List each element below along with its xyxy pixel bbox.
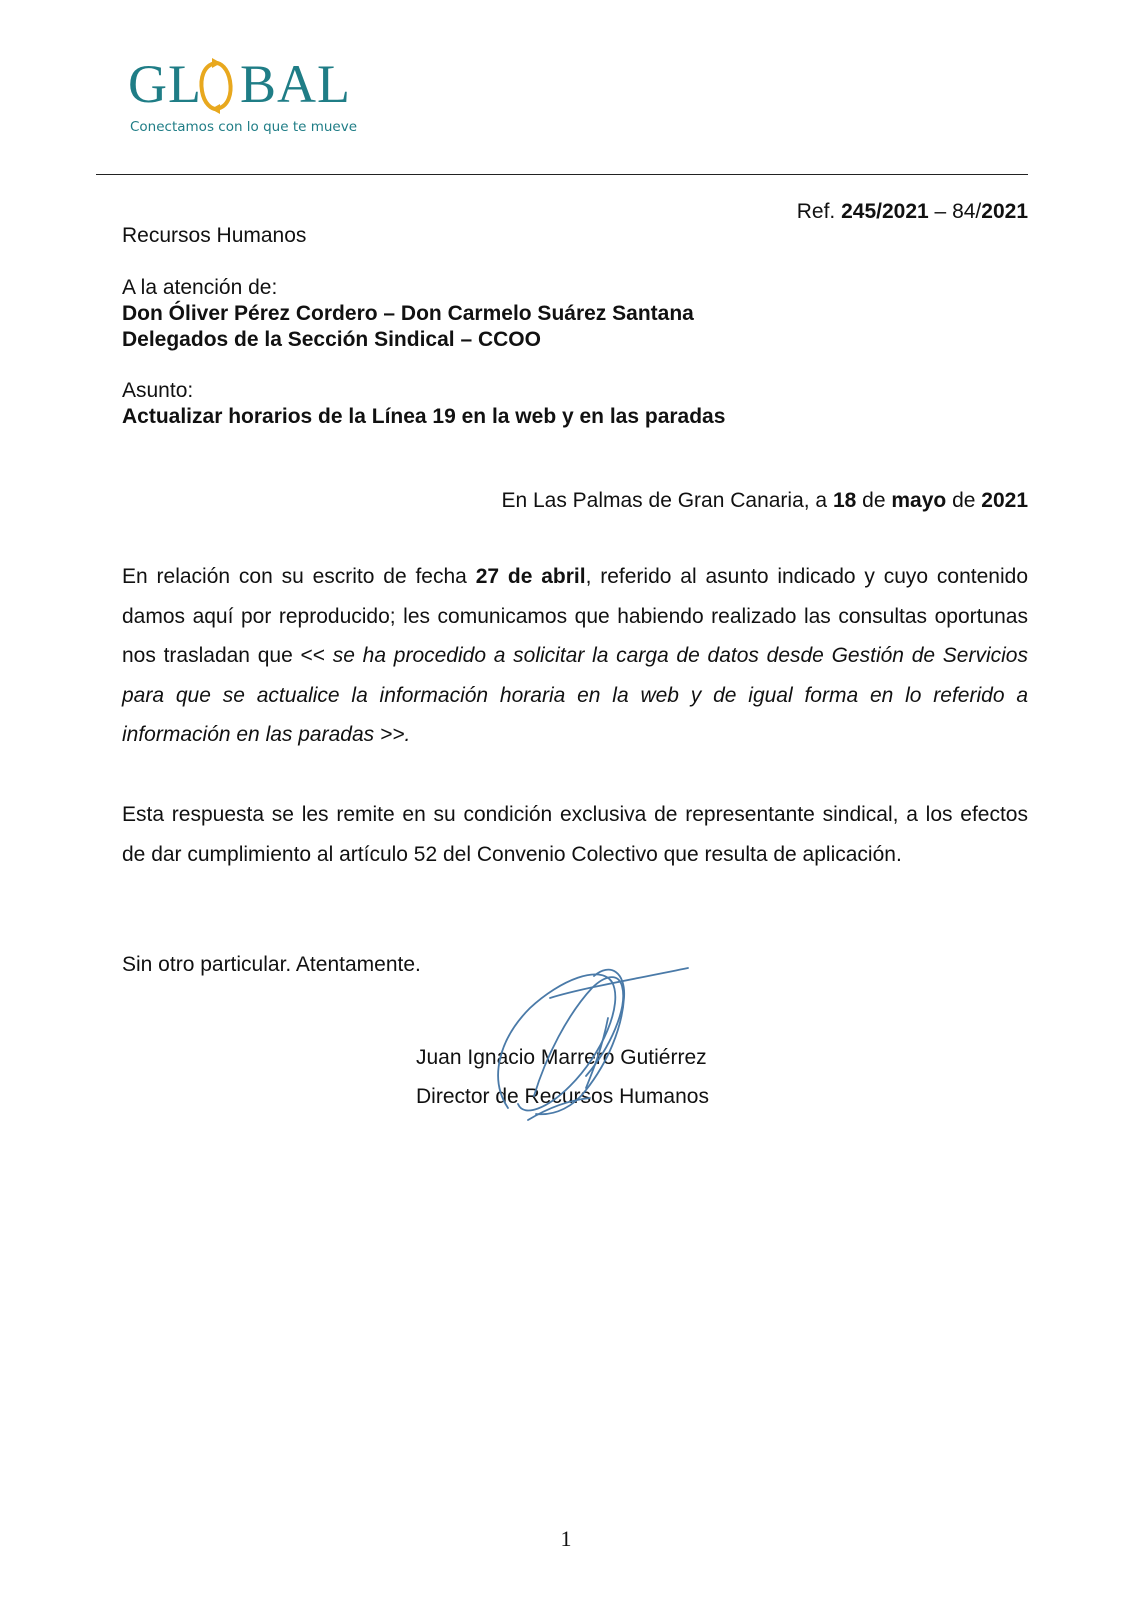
p1-middle: , referido al asunto indicado y cuyo contenido damos aquí por reproducido; les comunicamos que habiendo realizado las consultas oportunas nos trasladan que << [122, 565, 1028, 667]
date-year: 2021 [981, 489, 1028, 512]
p1-start: En relación con su escrito de fecha [122, 565, 467, 588]
page-number: 1 [560, 1526, 572, 1551]
reference-line [797, 200, 1028, 224]
subject-text: Actualizar horarios de la Línea 19 en la web y en las paradas [122, 405, 726, 428]
logo-circular-arrows-icon [197, 57, 235, 115]
recipient-label: A la atención de: [122, 276, 278, 299]
logo-tagline: Conectamos con lo que te mueve [130, 119, 358, 135]
body-paragraph-2: Esta respuesta se les remite en su condición exclusiva de representante sindical, a los efectos de dar cumplimiento al artículo 52 del Convenio Colectivo que resulta de aplicación. [122, 803, 1028, 866]
logo-text-left: GL [128, 54, 202, 114]
p1-quote: se ha procedido a solicitar la carga de datos desde Gestión de Servicios para que se actualice la información horaria en la web y de igual forma en lo referido a información en las paradas >>. [122, 644, 1028, 746]
p1-date: 27 de abril [475, 565, 586, 588]
date-line [501, 489, 1028, 513]
subject-label: Asunto: [122, 379, 194, 402]
sender-department: Recursos Humanos [122, 224, 307, 247]
reference-prefix: Ref. [796, 200, 836, 223]
logo-wordmark [128, 52, 351, 116]
handwritten-signature [490, 958, 710, 1128]
reference-number-2-plain: 84/ [952, 200, 982, 223]
reference-separator: – [934, 200, 947, 223]
date-de-2: de [952, 489, 976, 512]
body-paragraph-1 [122, 557, 1028, 755]
recipient-names: Don Óliver Pérez Cordero – Don Carmelo Suárez Santana [122, 302, 694, 325]
reference-number-2-bold: 2021 [981, 200, 1028, 223]
date-de-1: de [862, 489, 886, 512]
date-day: 18 [832, 489, 857, 512]
signatory-title: Director de Recursos Humanos [416, 1085, 709, 1108]
company-logo [128, 52, 388, 148]
date-place: En Las Palmas de Gran Canaria, a [501, 489, 828, 512]
signatory-name: Juan Ignacio Marrero Gutiérrez [416, 1046, 707, 1069]
recipient-role: Delegados de la Sección Sindical – CCOO [122, 328, 541, 351]
recipient-block [122, 275, 694, 353]
logo-text-right: BAL [239, 54, 351, 114]
date-month: mayo [891, 489, 947, 512]
reference-number-1: 245/2021 [841, 200, 929, 223]
subject-block [122, 378, 725, 430]
header-divider [96, 174, 1028, 175]
closing-line: Sin otro particular. Atentamente. [122, 953, 421, 976]
